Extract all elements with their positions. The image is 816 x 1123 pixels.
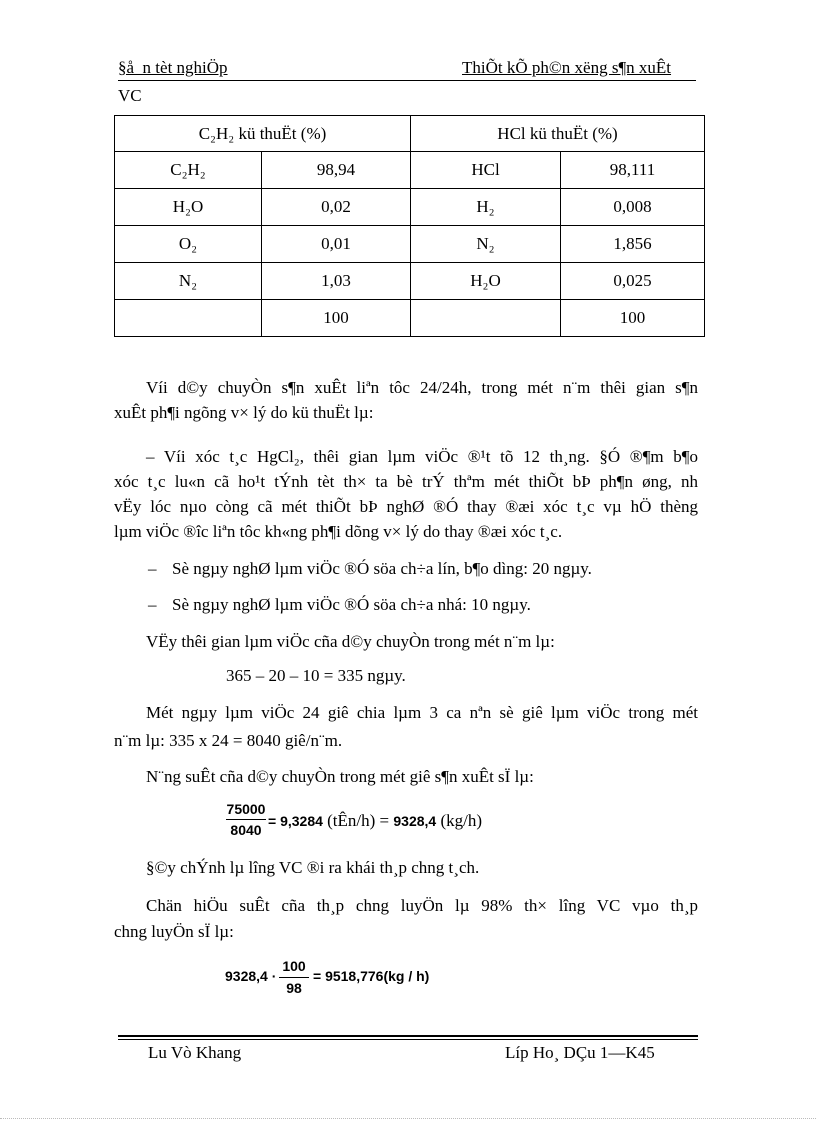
table-row — [115, 300, 705, 337]
table-cell: 0,008 — [561, 189, 705, 226]
footer-divider-thick — [118, 1035, 698, 1037]
table-row — [115, 226, 705, 263]
formula-1-kg: 9328,4 — [393, 813, 437, 829]
table-cell: N₂ — [115, 263, 262, 300]
table-cell: H₂ — [411, 189, 561, 226]
footer-author: Lu Vò Khang — [148, 1043, 242, 1062]
formula-1-result — [268, 811, 482, 831]
header-right-title: ThiÕt kÕ ph©n xëng s¶n xuÊt — [462, 58, 672, 77]
table-cell: H₂O — [411, 263, 561, 300]
bullet-marker: – — [148, 595, 157, 614]
table-cell: 0,02 — [262, 189, 411, 226]
formula-2-denominator: 98 — [286, 980, 302, 996]
formula-vc-feed — [225, 956, 485, 1004]
paragraph-7-line-1: Chän hiÖu suÊt cña th¸p chng luyÖn lµ 98% th× lîng VC vµo th¸p — [146, 896, 698, 915]
paragraph-5: N¨ng suÊt cña d©y chuyÒn trong mét giê s¶n xuÊt sÏ lµ: — [146, 767, 534, 786]
table-cell: 100 — [561, 300, 705, 337]
paragraph-1-line-1: Víi d©y chuyÒn s¶n xuÊt liªn tôc 24/24h, trong mét n¨m thêi gian s¶n — [146, 378, 698, 397]
bullet-item-major-repair: Sè ngµy nghØ lµm viÖc ®Ó söa ch÷a lín, b¶o dìng: 20 ngµy. — [172, 559, 592, 578]
formula-1-unit-tonnes: (tÊn/h) = — [322, 811, 394, 830]
paragraph-4-line-2: n¨m lµ: 335 x 24 = 8040 giê/n¨m. — [114, 731, 343, 750]
table-cell — [115, 300, 262, 337]
equation-working-days: 365 – 20 – 10 = 335 ngµy. — [226, 666, 406, 685]
formula-1-denominator: 8040 — [230, 822, 262, 838]
header-left-title: §å_n tèt nghiÖp — [118, 58, 228, 77]
table-cell: HCl — [411, 152, 561, 189]
table-cell: 1,03 — [262, 263, 411, 300]
formula-1-fraction-bar — [226, 819, 266, 820]
bullet-marker: – — [148, 559, 157, 578]
formula-2-numerator: 100 — [282, 958, 306, 974]
bullet-item-minor-repair: Sè ngµy nghØ lµm viÖc ®Ó söa ch÷a nhá: 10 ngµy. — [172, 595, 531, 614]
table-cell: 100 — [262, 300, 411, 337]
formula-1-tonnes: = 9,3284 — [268, 813, 323, 829]
table-row — [115, 152, 705, 189]
left-header-formula: C₂H₂ — [198, 123, 235, 143]
formula-2-prefix: 9328,4 · — [225, 968, 277, 984]
formula-1-unit-kg: (kg/h) — [436, 811, 483, 830]
paragraph-4-line-1: Mét ngµy lµm viÖc 24 giê chia lµm 3 ca nªn sè giê lµm viÖc trong mét — [146, 703, 698, 722]
right-header-cell: HCl kü thuËt (%) — [411, 116, 705, 152]
formula-productivity — [222, 798, 522, 846]
paragraph-2-line-2: xóc t¸c lu«n cã ho¹t tÝnh tèt th× ta bè trÝ thªm mét thiÕt bÞ ph¶n øng, nh — [114, 472, 698, 491]
left-header-cell — [115, 116, 411, 152]
paragraph-2-line-3: vËy lóc nµo còng cã mét thiÕt bÞ nghØ ®Ó thay ®æi xóc t¸c vµ hÖ thèng — [114, 497, 698, 516]
table-cell: 1,856 — [561, 226, 705, 263]
header-divider — [118, 80, 696, 81]
table-row — [115, 189, 705, 226]
table-row — [115, 263, 705, 300]
table-cell: N₂ — [411, 226, 561, 263]
paragraph-2-line-1: – Víi xóc t¸c HgCl₂, thêi gian lµm viÖc ®¹t tõ 12 th¸ng. §Ó ®¶m b¶o — [146, 447, 698, 466]
table-cell: H₂O — [115, 189, 262, 226]
page-bottom-border — [0, 1118, 816, 1120]
paragraph-7-line-2: chng luyÖn sÏ lµ: — [114, 922, 234, 941]
table-cell — [411, 300, 561, 337]
formula-1-numerator: 75000 — [226, 801, 266, 817]
table-cell: O₂ — [115, 226, 262, 263]
paragraph-1-line-2: xuÊt ph¶i ngõng v× lý do kü thuËt lµ: — [114, 403, 374, 422]
paragraph-3: VËy thêi gian lµm viÖc cña d©y chuyÒn trong mét n¨m lµ: — [146, 632, 555, 651]
formula-2-fraction-bar — [279, 977, 309, 978]
table-cell: 0,01 — [262, 226, 411, 263]
table-header-row — [115, 116, 705, 152]
table-cell: 0,025 — [561, 263, 705, 300]
paragraph-6: §©y chÝnh lµ lîng VC ®i ra khái th¸p chng t¸ch. — [146, 858, 480, 877]
paragraph-2-line-4: lµm viÖc ®îc liªn tôc kh«ng ph¶i dõng v× lý do thay ®æi xóc t¸c. — [114, 522, 563, 541]
header-subtitle: VC — [118, 86, 142, 105]
formula-2-result: = 9518,776(kg / h) — [313, 968, 430, 984]
footer-class: Líp Ho¸ DÇu 1—K45 — [505, 1043, 655, 1062]
table-cell: 98,111 — [561, 152, 705, 189]
composition-table — [114, 115, 705, 337]
left-header-text: kü thuËt (%) — [234, 123, 327, 143]
table-cell: 98,94 — [262, 152, 411, 189]
footer-divider-thin — [118, 1039, 698, 1040]
table-cell: C₂H₂ — [115, 152, 262, 189]
